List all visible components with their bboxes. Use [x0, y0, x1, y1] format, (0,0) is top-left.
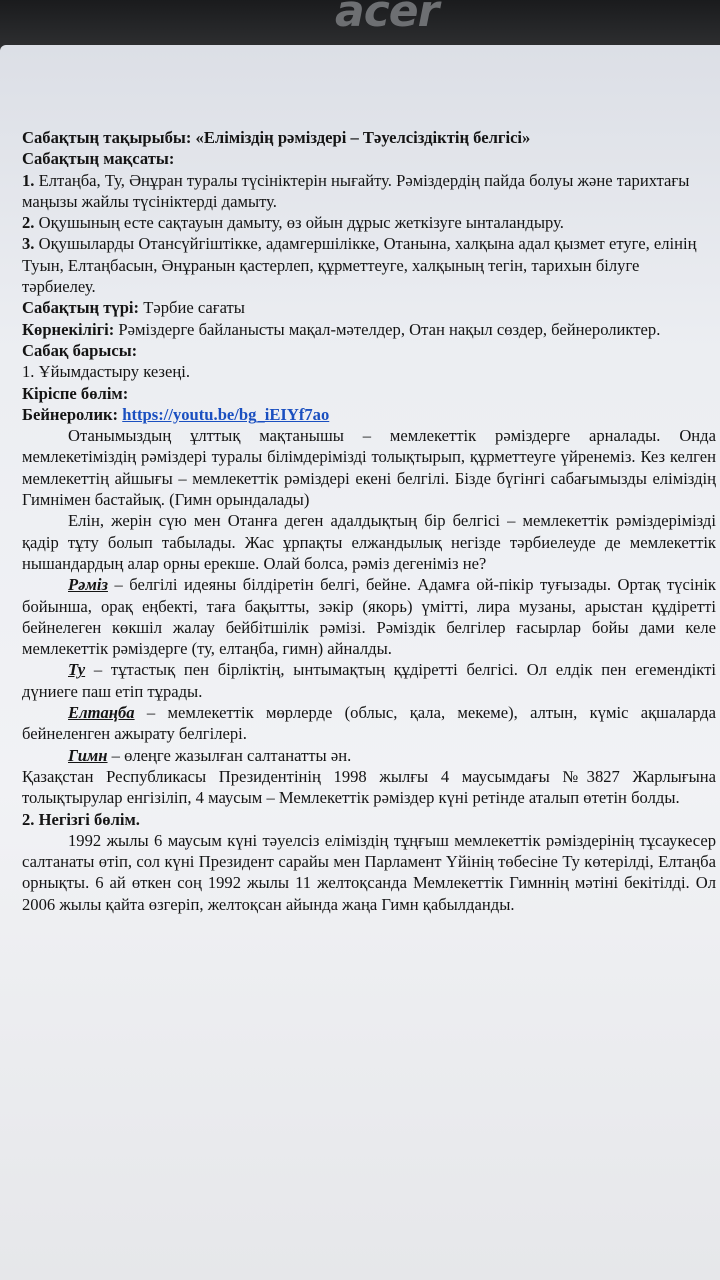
goal-3: 3. Оқушыларды Отансүйгіштікке, адамгершілікке, Отанына, халқына адал қызмет етуге, елінің Туын, Елтаңбасын, Әнұранын қастерлеп, құрметтеуге, халқының тегін, тарихын білуге тәрбиелеу.: [22, 234, 697, 297]
acer-logo: acer: [335, 0, 439, 37]
term-gimn: Гимн: [68, 745, 108, 765]
intro-heading: Кіріспе бөлім:: [22, 383, 129, 403]
topic-value: «Еліміздің рәміздері – Тәуелсіздіктің белгісі»: [195, 128, 531, 147]
term-eltanba: Елтаңба: [68, 703, 135, 723]
definition-eltanba: Елтаңба – мемлекеттік мөрлерде (облыс, қала, мекеме), алтын, күміс ақшаларда бейнеленген ажырату белгілері.: [22, 703, 716, 744]
paragraph-1: Отанымыздың ұлттық мақтанышы – мемлекеттік рәміздерге арналады. Онда мемлекетіміздің рәміздері туралы білімдерімізді толықтырып, құрметтеуге үйренеміз. Кез келген мемлекеттің айшығы – мемлекеттік рәміздері екені белгілі. Бізде бүгінгі сабағымызды еліміздің Гимнімен бастайық. (Гимн орындалады): [22, 426, 716, 510]
goal-2: 2. Оқушының есте сақтауын дамыту, өз ойын дұрыс жеткізуге ынталандыру.: [22, 213, 564, 233]
video-line: Бейнеролик: https://youtu.be/bg_iEIYf7ao: [22, 404, 330, 424]
goal-1: 1. Елтаңба, Ту, Әнұран туралы түсініктерін нығайту. Рәміздердің пайда болуы және тарихтағы маңызы жайлы түсініктерді дамыту.: [22, 170, 690, 211]
video-link[interactable]: https://youtu.be/bg_iEIYf7ao: [122, 404, 330, 424]
lesson-type: Сабақтың түрі: Тәрбие сағаты: [22, 298, 245, 318]
step-1: 1. Ұйымдастыру кезеңі.: [22, 362, 190, 382]
paragraph-2: Елін, жерін сүю мен Отанға деген адалдықтың бір белгісі – мемлекеттік рәміздерімізді қадір тұту болып табылады. Жас ұрпақты елжандылық негізде тәрбиелеуде де мемлекеттік нышандардың алар орны ерекше. Олай болса, рәміз дегеніміз не?: [22, 511, 716, 573]
definition-ramiz: Рәміз – белгілі идеяны білдіретін белгі, бейне. Адамға ой-пікір туғызады. Ортақ түсінік бойынша, орақ еңбекті, таға бақытты, зәкір (якорь) үмітті, лира музаны, арыстан құдіретті бейнелеген көкшіл жалау бейбітшілік рәмізі. Рәміздік белгілер ғасырлар бойы дами келе мемлекеттік рәміздерге (ту, елтаңба, гимн) айналды.: [22, 575, 716, 659]
topic-line: [22, 127, 716, 148]
definition-tu: Ту – тұтастық пен бірліктің, ынтымақтың құдіретті белгісі. Ол елдік пен егемендікті дүниеге паш етіп тұрады.: [22, 660, 716, 701]
definition-gimn: Гимн – өлеңге жазылған салтанатты ән.: [68, 745, 352, 765]
decree-paragraph: Қазақстан Республикасы Президентінің 1998 жылғы 4 маусымдағы №3827 Жарлығына толықтырулар енгізіліп, 4 маусым – Мемлекеттік рәміздер күні ретінде аталып өтетін болды.: [22, 766, 716, 808]
paper-sheet: [0, 45, 720, 1280]
paragraph-main: 1992 жылы 6 маусым күні тәуелсіз еліміздің тұңғыш мемлекеттік рәміздерінің тұсаукесер салтанаты өтіп, сол күні Президент сарайы мен Парламент Үйінің төбесіне Ту көтерілді, Елтаңба орнықты. 6 ай өткен соң 1992 жылы 11 желтоқсанда Мемлекеттік Гимннің мәтіні бекітілді. Ол 2006 жылы қайта өзгеріп, желтоқсан айында жаңа Гимн қабылданды.: [22, 830, 716, 914]
course-heading: Сабақ барысы:: [22, 340, 138, 360]
visual-aids: Көрнекілігі: Рәміздерге байланысты мақал-мәтелдер, Отан нақыл сөздер, бейнероликтер.: [22, 319, 661, 339]
main-heading: 2. Негізгі бөлім.: [22, 809, 140, 829]
document-content: [22, 127, 716, 915]
goals-heading: Сабақтың мақсаты:: [22, 149, 175, 169]
topic-label: Сабақтың тақырыбы:: [22, 128, 192, 147]
term-tu: Ту: [68, 660, 86, 680]
term-ramiz: Рәміз: [68, 575, 108, 595]
